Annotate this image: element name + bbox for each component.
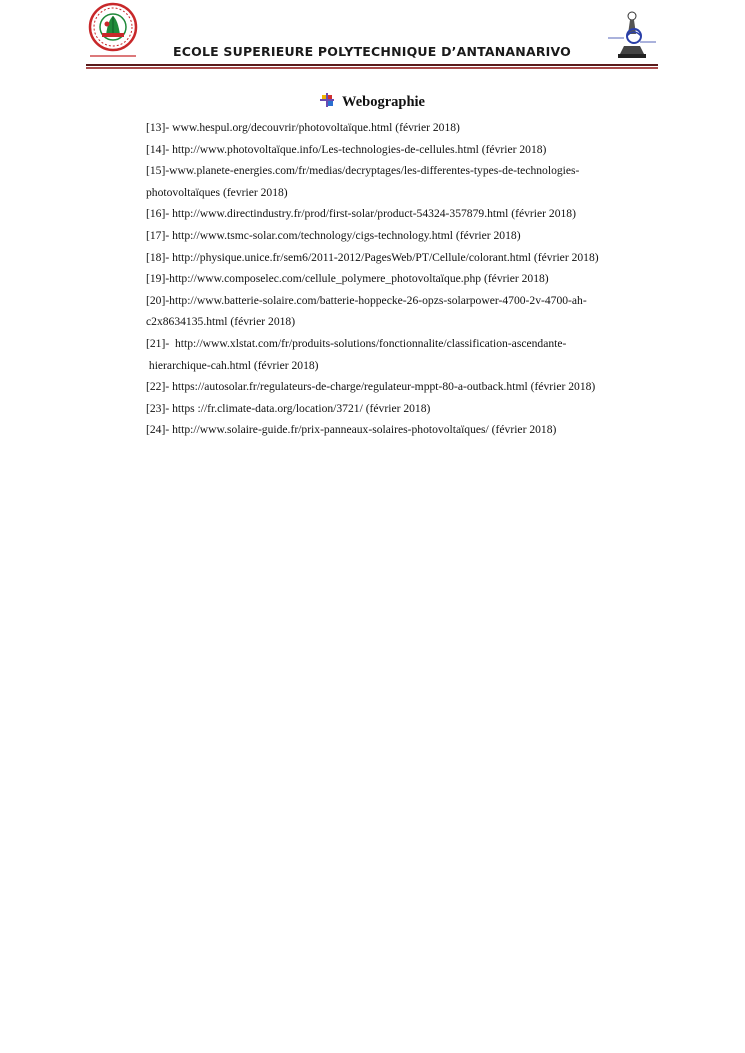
- reference-line: [14]- http://www.photovoltaïque.info/Les-technologies-de-cellules.html (février 2018): [146, 142, 547, 156]
- reference-line: [20]-http://www.batterie-solaire.com/batterie-hoppecke-26-opzs-solarpower-4700-2v-4700-ah-: [146, 293, 587, 307]
- section-bullet-icon: [320, 93, 334, 107]
- reference-line: [18]- http://physique.unice.fr/sem6/2011-2012/PagesWeb/PT/Cellule/colorant.html (février 2018): [146, 250, 599, 264]
- reference-line: [15]-www.planete-energies.com/fr/medias/decryptages/les-differentes-types-de-technologies-: [146, 164, 580, 178]
- header-rule-dark: [86, 64, 658, 66]
- reference-line: [24]- http://www.solaire-guide.fr/prix-panneaux-solaires-photovoltaïques/ (février 2018): [146, 423, 557, 437]
- reference-line: [23]- https ://fr.climate-data.org/location/3721/ (février 2018): [146, 401, 431, 415]
- reference-line: photovoltaïques (fevrier 2018): [146, 185, 288, 199]
- reference-line: c2x8634135.html (février 2018): [146, 315, 296, 329]
- reference-line: [13]- www.hespul.org/decouvrir/photovoltaïque.html (février 2018): [146, 121, 460, 134]
- reference-line: [17]- http://www.tsmc-solar.com/technology/cigs-technology.html (février 2018): [146, 228, 521, 242]
- reference-line: [16]- http://www.directindustry.fr/prod/first-solar/product-54324-357879.html (février 2018): [146, 207, 576, 221]
- reference-line: [22]- https://autosolar.fr/regulateurs-de-charge/regulateur-mppt-80-a-outback.html (février 2018): [146, 380, 596, 394]
- section-heading: [0, 93, 745, 111]
- page-header: [86, 0, 658, 72]
- school-name: ECOLE SUPERIEURE POLYTECHNIQUE D’ANTANANARIVO: [173, 44, 571, 59]
- reference-line: hierarchique-cah.html (février 2018): [146, 358, 319, 372]
- reference-line: [21]- http://www.xlstat.com/fr/produits-solutions/fonctionnalite/classification-ascendante-: [146, 336, 567, 350]
- header-rule-light: [86, 67, 658, 69]
- section-title: Webographie: [342, 94, 425, 110]
- reference-line: [19]-http://www.composelec.com/cellule_polymere_photovoltaïque.php (février 2018): [146, 272, 549, 286]
- reference-list: [146, 117, 646, 441]
